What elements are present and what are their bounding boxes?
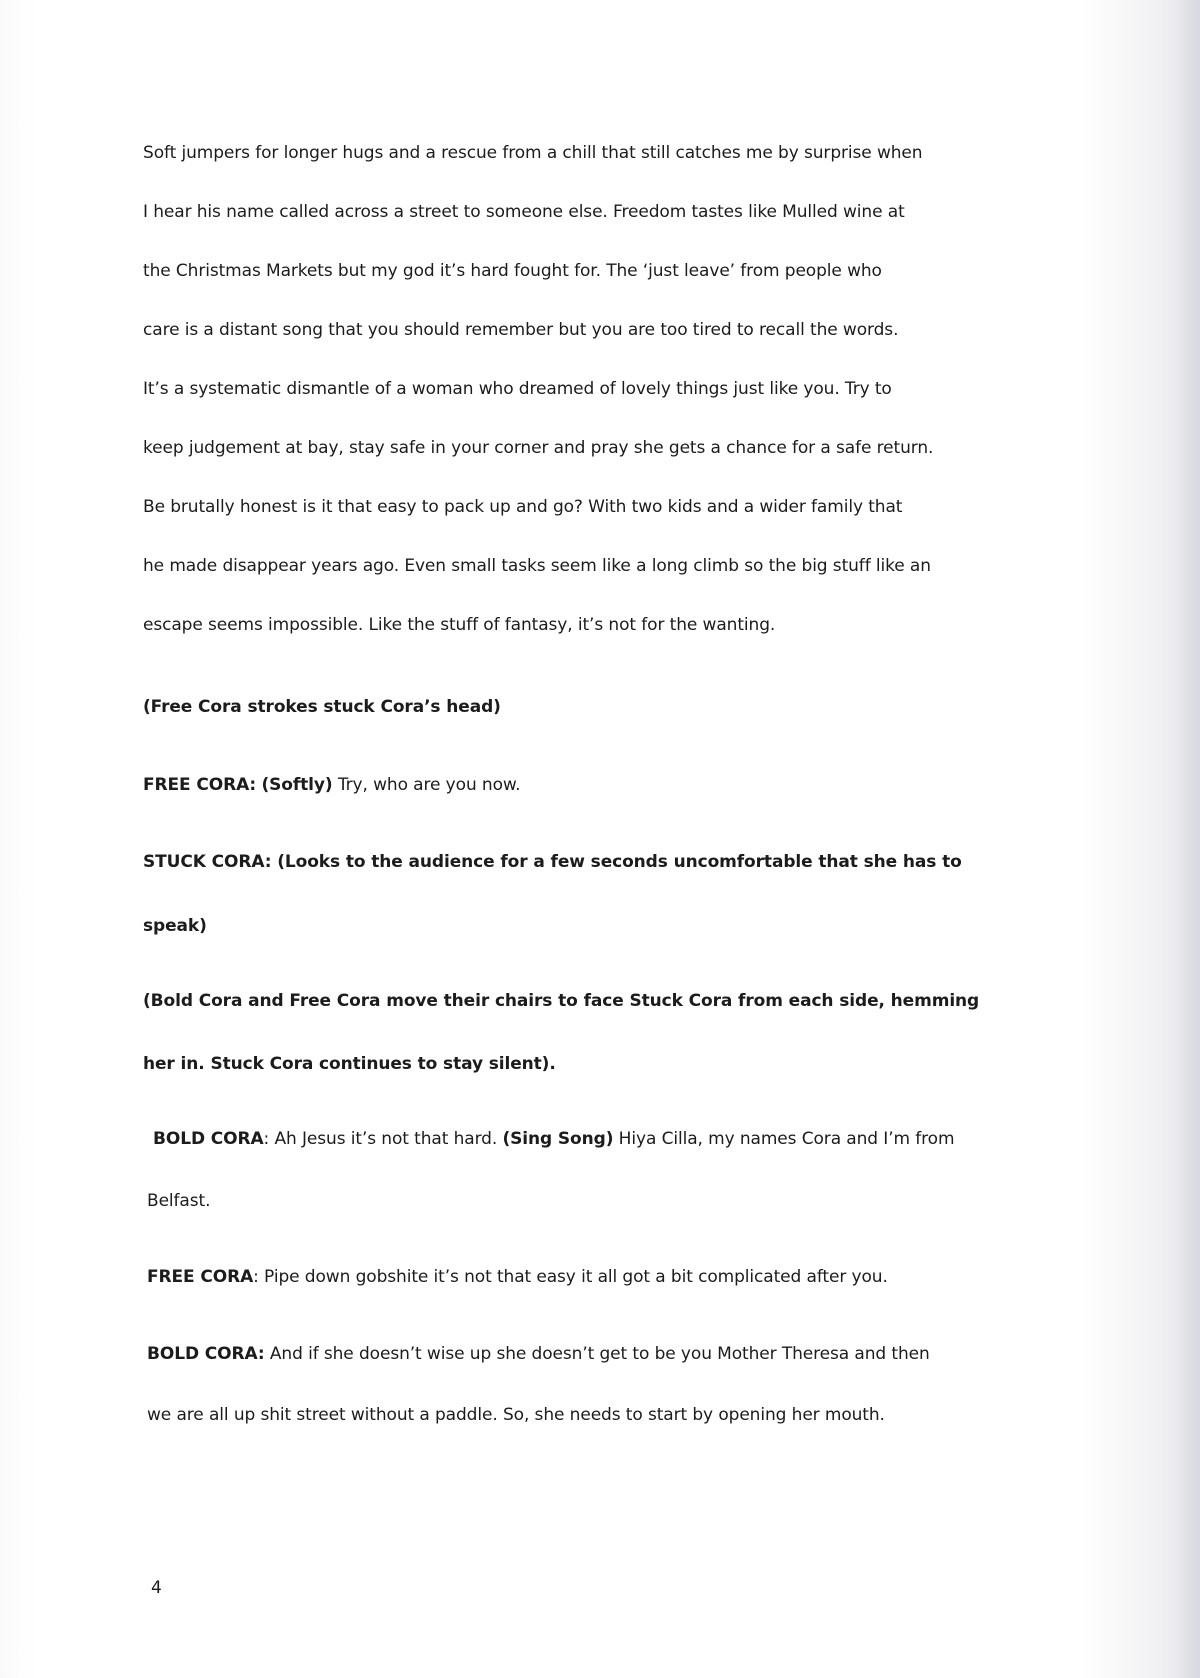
dialogue-text: : Pipe down gobshite it’s not that easy it all got a bit complicated after you. (253, 1267, 888, 1287)
stage-direction-1: (Free Cora strokes stuck Cora’s head) (143, 697, 501, 717)
paragraph-line-3: the Christmas Markets but my god it’s hard fought for. The ‘just leave’ from people who (143, 261, 882, 281)
speaker-free-cora: FREE CORA (147, 1267, 254, 1287)
dialogue-free-cora-2 (147, 1262, 1067, 1292)
dialogue-bold-cora-1-cont: Belfast. (147, 1191, 211, 1211)
dialogue-stuck-cora-1: STUCK CORA: (Looks to the audience for a few seconds uncomfortable that she has to (143, 852, 962, 872)
paragraph-line-2: I hear his name called across a street to someone else. Freedom tastes like Mulled wine at (143, 202, 905, 222)
dialogue-bold-cora-2-cont: we are all up shit street without a paddle. So, she needs to start by opening her mouth. (147, 1405, 885, 1425)
dialogue-free-cora-1 (143, 770, 1063, 800)
stage-direction-2-line-1: (Bold Cora and Free Cora move their chairs to face Stuck Cora from each side, hemming (143, 991, 980, 1011)
dialogue-stuck-cora-1-cont: speak) (143, 916, 207, 936)
paragraph-line-8: he made disappear years ago. Even small tasks seem like a long climb so the big stuff like an (143, 556, 931, 576)
paragraph-line-6: keep judgement at bay, stay safe in your corner and pray she gets a chance for a safe return. (143, 438, 934, 458)
paragraph-line-9: escape seems impossible. Like the stuff of fantasy, it’s not for the wanting. (143, 615, 776, 635)
paragraph-line-5: It’s a systematic dismantle of a woman who dreamed of lovely things just like you. Try to (143, 379, 892, 399)
paragraph-line-7: Be brutally honest is it that easy to pack up and go? With two kids and a wider family that (143, 497, 903, 517)
dialogue-text: Try, who are you now. (337, 775, 521, 795)
paragraph-line-4: care is a distant song that you should remember but you are too tired to recall the words. (143, 320, 899, 340)
speaker-free-cora: FREE CORA: (143, 775, 257, 795)
speaker-bold-cora: BOLD CORA: (147, 1344, 265, 1364)
stage-direction-softly: (Softly) (261, 775, 333, 795)
page-edge-shadow (1178, 0, 1200, 1678)
dialogue-text: : Ah Jesus it’s not that hard. (263, 1129, 503, 1149)
stage-direction-sing-song: (Sing Song) (502, 1129, 614, 1149)
dialogue-bold-cora-2 (147, 1339, 1067, 1369)
stage-direction-2-line-2: her in. Stuck Cora continues to stay silent). (143, 1054, 556, 1074)
speaker-bold-cora: BOLD CORA (153, 1129, 264, 1149)
paragraph-line-1: Soft jumpers for longer hugs and a rescue from a chill that still catches me by surprise when (143, 143, 923, 163)
page-number: 4 (151, 1578, 162, 1598)
dialogue-text: And if she doesn’t wise up she doesn’t get to be you Mother Theresa and then (264, 1344, 930, 1364)
dialogue-text: Hiya Cilla, my names Cora and I’m from (613, 1129, 955, 1149)
dialogue-bold-cora-1 (153, 1124, 1073, 1154)
